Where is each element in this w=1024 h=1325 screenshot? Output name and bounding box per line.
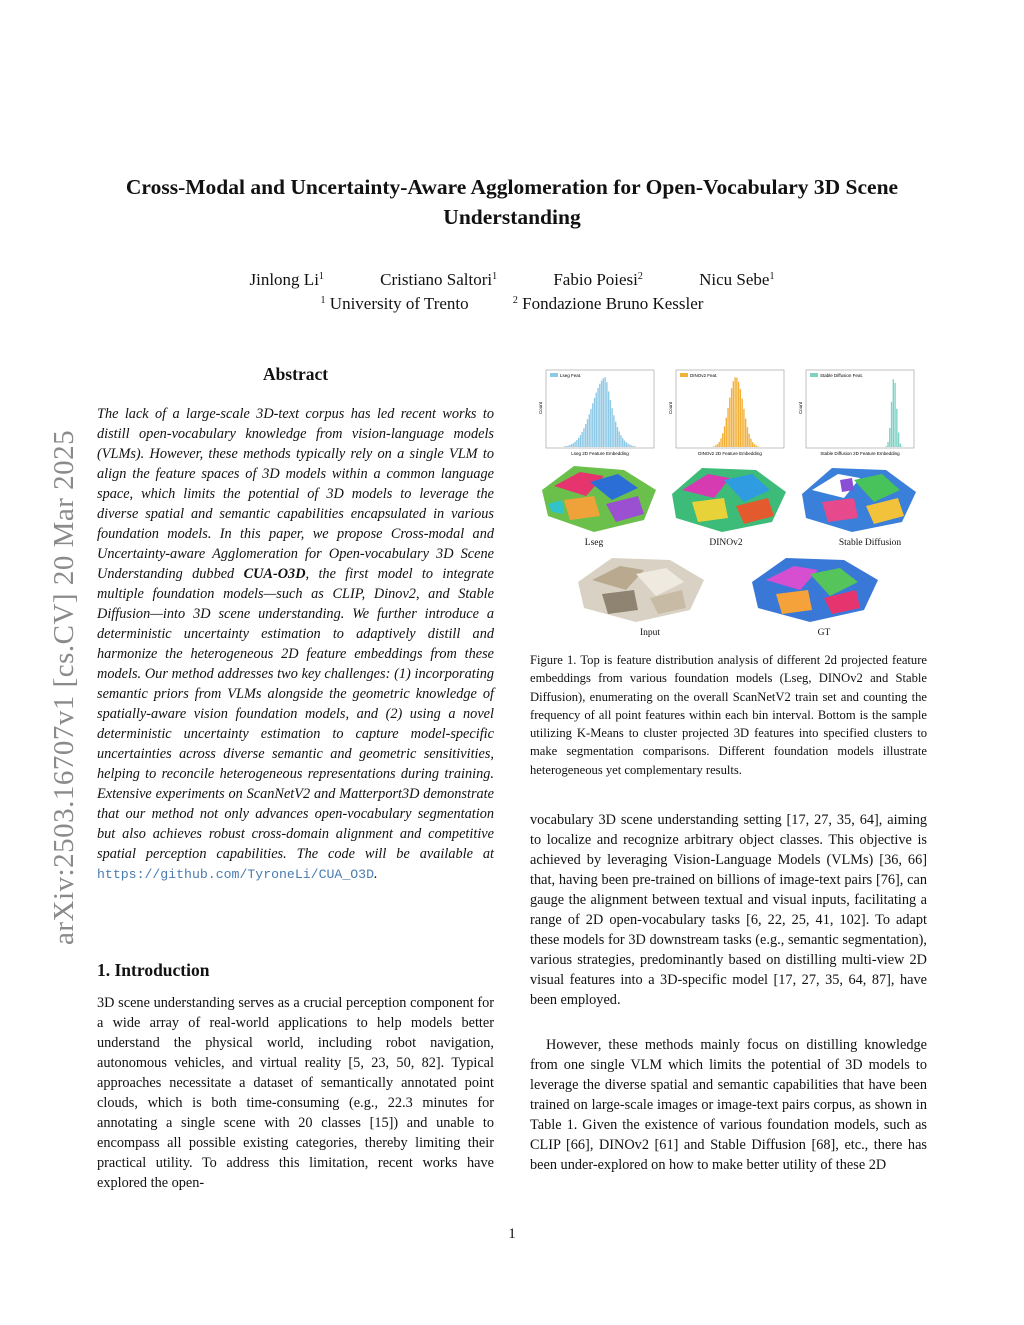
figure-1 bbox=[530, 362, 927, 647]
histogram-bar bbox=[754, 444, 755, 447]
histogram-bar bbox=[564, 446, 565, 447]
histogram-bar bbox=[731, 388, 732, 447]
histogram-bar bbox=[894, 383, 895, 447]
legend-swatch bbox=[680, 373, 688, 377]
segmentation-lseg bbox=[534, 460, 662, 536]
histogram-bar bbox=[750, 439, 751, 447]
histogram-bar bbox=[634, 446, 635, 447]
axis-label-y: Count bbox=[538, 401, 543, 415]
histogram-bar bbox=[717, 444, 718, 447]
histogram-bar bbox=[726, 418, 727, 447]
intro-paragraph-right-2: However, these methods mainly focus on distilling knowledge from one single VLM which limits the potential of 3D models to leverage the diverse spatial and semantic capabilities that have been trained on large-scale images or image-text pairs corpus, as shown in Table 1. Given the existence of various foundation models, such as CLIP [66], DINOv2 [61] and Stable Diffusion [68], etc., there has been under-explored on how to make better utility of these 2D bbox=[530, 1037, 927, 1173]
histogram-bar bbox=[734, 377, 735, 447]
histogram-bar bbox=[733, 381, 734, 447]
panel-label: Stable Diffusion bbox=[838, 538, 902, 548]
histogram-bar bbox=[719, 442, 720, 447]
histogram-bar bbox=[743, 409, 744, 447]
histogram-bar bbox=[741, 399, 742, 447]
histogram-bar bbox=[590, 409, 591, 447]
histogram-bar bbox=[887, 442, 888, 447]
paper-title: Cross-Modal and Uncertainty-Aware Agglomeration for Open-Vocabulary 3D Scene Understanding bbox=[125, 175, 899, 229]
histogram-bar bbox=[886, 446, 887, 447]
histogram-bar bbox=[629, 445, 630, 447]
histogram-bar bbox=[603, 378, 604, 447]
histogram-bar bbox=[611, 408, 612, 447]
histogram-bar bbox=[569, 445, 570, 447]
histogram-bar bbox=[724, 426, 725, 447]
histogram-bar bbox=[896, 409, 897, 447]
author-name: Jinlong Li$^1$ bbox=[249, 270, 324, 289]
code-link[interactable]: https://github.com/TyroneLi/CUA_O3D bbox=[97, 867, 374, 882]
author-name: Nicu Sebe$^1$ bbox=[699, 270, 775, 289]
histogram-bar bbox=[900, 444, 901, 447]
histogram-bar bbox=[615, 422, 616, 447]
panel-label: GT bbox=[817, 628, 831, 638]
histogram-bar bbox=[893, 379, 894, 447]
figure-caption: Figure 1. Top is feature distribution analysis of different 2d projected feature embeddings from various foundation models (Lseg, DINOv2 and Stable Diffusion), enumerating on the overall ScanNetV2 train set and counting the frequency of all point features within each bin interval. Bottom is the sample utilizing K-Means to cluster projected 3D features into specified clusters to make segmentation comparisons. Different foundation models illustrate heterogeneous yet complementary results. bbox=[530, 653, 927, 777]
histogram-bar bbox=[610, 400, 611, 447]
histogram-bar bbox=[567, 446, 568, 447]
author-name: Cristiano Saltori$^1$ bbox=[380, 270, 498, 289]
histogram-bar bbox=[747, 427, 748, 447]
histogram-bar bbox=[626, 442, 627, 447]
histogram-bar bbox=[613, 415, 614, 447]
histogram-bar bbox=[891, 402, 892, 447]
histogram-bar bbox=[901, 446, 902, 447]
histogram-bar bbox=[622, 438, 623, 447]
histogram-bar bbox=[898, 433, 899, 447]
histogram-bar bbox=[736, 378, 737, 447]
affiliation: $^2$ Fondazione Bruno Kessler bbox=[512, 294, 704, 313]
segmentation-stable-diffusion bbox=[794, 460, 922, 536]
histogram-bar bbox=[619, 432, 620, 447]
histogram-dinov2 bbox=[666, 368, 788, 458]
histogram-bar bbox=[624, 440, 625, 447]
histogram-bar bbox=[715, 446, 716, 447]
legend-swatch bbox=[810, 373, 818, 377]
intro-paragraph-left: 3D scene understanding serves as a crucial perception component for a wide array of real-world applications to help models better understand the physical world, including robot navigation, autonomous vehicles, and virtual reality [5, 23, 50, 82]. Typical approaches necessitate a dataset of semantically annotated point clouds, which is both time-consuming (e.g., 22.3 minutes for annotating a single scene with 20 classes [15]) and unable to encompass all possible existing categories, thereby limiting their practical utility. To address this limitation, recent works have explored the open- bbox=[97, 995, 494, 1191]
section-heading-introduction: 1. Introduction bbox=[97, 960, 210, 980]
histogram-bar bbox=[757, 446, 758, 447]
histogram-bar bbox=[740, 389, 741, 447]
legend-swatch bbox=[550, 373, 558, 377]
axis-label-x: Lseg 2D Feature Embedding bbox=[571, 451, 629, 456]
panel-label: DINOv2 bbox=[709, 538, 743, 548]
histogram-bar bbox=[727, 408, 728, 447]
legend-label: Stable Diffusion Feat. bbox=[820, 373, 863, 378]
histogram-bar bbox=[752, 442, 753, 447]
histogram-bar bbox=[627, 444, 628, 447]
histogram-bar bbox=[580, 435, 581, 447]
histogram-bar bbox=[756, 446, 757, 447]
histogram-bar bbox=[583, 428, 584, 447]
histogram-bar bbox=[713, 446, 714, 447]
author-list bbox=[0, 268, 1024, 292]
histogram-bar bbox=[738, 382, 739, 447]
method-name: CUA-O3D bbox=[243, 566, 306, 582]
axis-label-x: Stable Diffusion 2D Feature Embedding bbox=[820, 451, 900, 456]
abstract-body: The lack of a large-scale 3D-text corpus has led recent works to distill open-vocabulary knowledge from vision-language models (VLMs). However, these methods typically rely on a single VLM to align the feature spaces of 3D models within a common language space, which limits the potential of 3D models to leverage the diverse spatial and semantic capabilities encapsulated in various foundation models. In this paper, we propose Cross-modal and Uncertainty-aware Agglomeration for Open-vocabulary 3D Scene Understanding dubbed CUA-O3D, the first model to integrate multiple foundation models—such as CLIP, Dinov2, and Stable Diffusion—into 3D scene understanding. We further introduce a deterministic uncertainty estimation to adaptively distill and harmonize the heterogeneous 2D feature embeddings from these models. Our method addresses two key challenges: (1) incorporating semantic priors from VLMs alongside the geometric knowledge of spatially-aware vision foundation models, and (2) using a novel deterministic uncertainty estimation to capture model-specific uncertainties across diverse semantic and geometric sensitivities, helping to reconcile heterogeneous representations during training. Extensive experiments on ScanNetV2 and Matterport3D demonstrate that our method not only advances open-vocabulary segmentation but also achieves robust cross-domain alignment and competitive spatial perception capabilities. The code will be available at https://github.com/TyroneLi/CUA_O3D. bbox=[97, 406, 494, 882]
histogram-bar bbox=[604, 377, 605, 447]
histogram-stable-diffusion bbox=[796, 368, 918, 458]
legend-label: Lseg Feat. bbox=[560, 373, 582, 378]
axis-label-y: Count bbox=[798, 401, 803, 415]
histogram-bar bbox=[608, 391, 609, 447]
histogram-bar bbox=[585, 424, 586, 447]
histogram-bar bbox=[571, 444, 572, 447]
histogram-bar bbox=[581, 432, 582, 447]
affiliation-list bbox=[0, 292, 1024, 316]
histogram-bar bbox=[720, 438, 721, 447]
histogram-bar bbox=[596, 393, 597, 447]
histogram-bar bbox=[594, 398, 595, 447]
histogram-bar bbox=[578, 438, 579, 447]
histogram-bar bbox=[631, 445, 632, 447]
histogram-bar bbox=[601, 380, 602, 447]
abstract-heading: Abstract bbox=[262, 364, 329, 384]
axis-label-y: Count bbox=[668, 401, 673, 415]
histogram-lseg bbox=[536, 368, 658, 458]
segmentation-dinov2 bbox=[664, 460, 792, 536]
histogram-bar bbox=[574, 442, 575, 447]
ground-truth-scene bbox=[746, 552, 884, 624]
panel-label: Input bbox=[639, 628, 661, 638]
histogram-bar bbox=[606, 382, 607, 447]
author-name: Fabio Poiesi$^2$ bbox=[553, 270, 643, 289]
histogram-bar bbox=[587, 419, 588, 447]
histogram-bar bbox=[617, 427, 618, 447]
histogram-bar bbox=[722, 433, 723, 447]
histogram-bar bbox=[576, 440, 577, 447]
histogram-bar bbox=[566, 446, 567, 447]
input-scene bbox=[572, 552, 710, 624]
histogram-bar bbox=[620, 435, 621, 447]
histogram-bar bbox=[573, 443, 574, 447]
histogram-bar bbox=[745, 419, 746, 447]
histogram-bar bbox=[633, 446, 634, 447]
histogram-bar bbox=[592, 403, 593, 447]
axis-label-x: DINOv2 2D Feature Embedding bbox=[698, 451, 762, 456]
histogram-bar bbox=[589, 414, 590, 447]
histogram-bar bbox=[599, 384, 600, 447]
histogram-bar bbox=[889, 428, 890, 447]
histogram-bar bbox=[597, 388, 598, 447]
intro-paragraph-right-1: vocabulary 3D scene understanding setting [17, 27, 35, 64], aiming to localize and recognize arbitrary object classes. This objective is achieved by leveraging Vision-Language Models (VLMs) [36, 66] that, having been pre-trained on billions of image-text pairs [76], can gauge the alignment between textual and visual inputs, facilitating a range of 2D open-vocabulary tasks [6, 22, 25, 41, 102]. To adapt these models for 3D downstream tasks (e.g., semantic segmentation), various strategies, predominantly based on distilling multi-view 2D visual features into a 3D-specific model [17, 27, 35, 64, 87], have been employed. bbox=[530, 812, 927, 1008]
affiliation: $^1$ University of Trento bbox=[320, 294, 469, 313]
panel-label: Lseg bbox=[584, 538, 604, 548]
histogram-bar bbox=[749, 434, 750, 447]
page-number: 1 bbox=[508, 1226, 516, 1242]
arxiv-identifier: arXiv:2503.16707v1 [cs.CV] 20 Mar 2025 bbox=[48, 429, 80, 945]
legend-label: DINOv2 Feat. bbox=[690, 373, 718, 378]
histogram-bar bbox=[729, 398, 730, 447]
